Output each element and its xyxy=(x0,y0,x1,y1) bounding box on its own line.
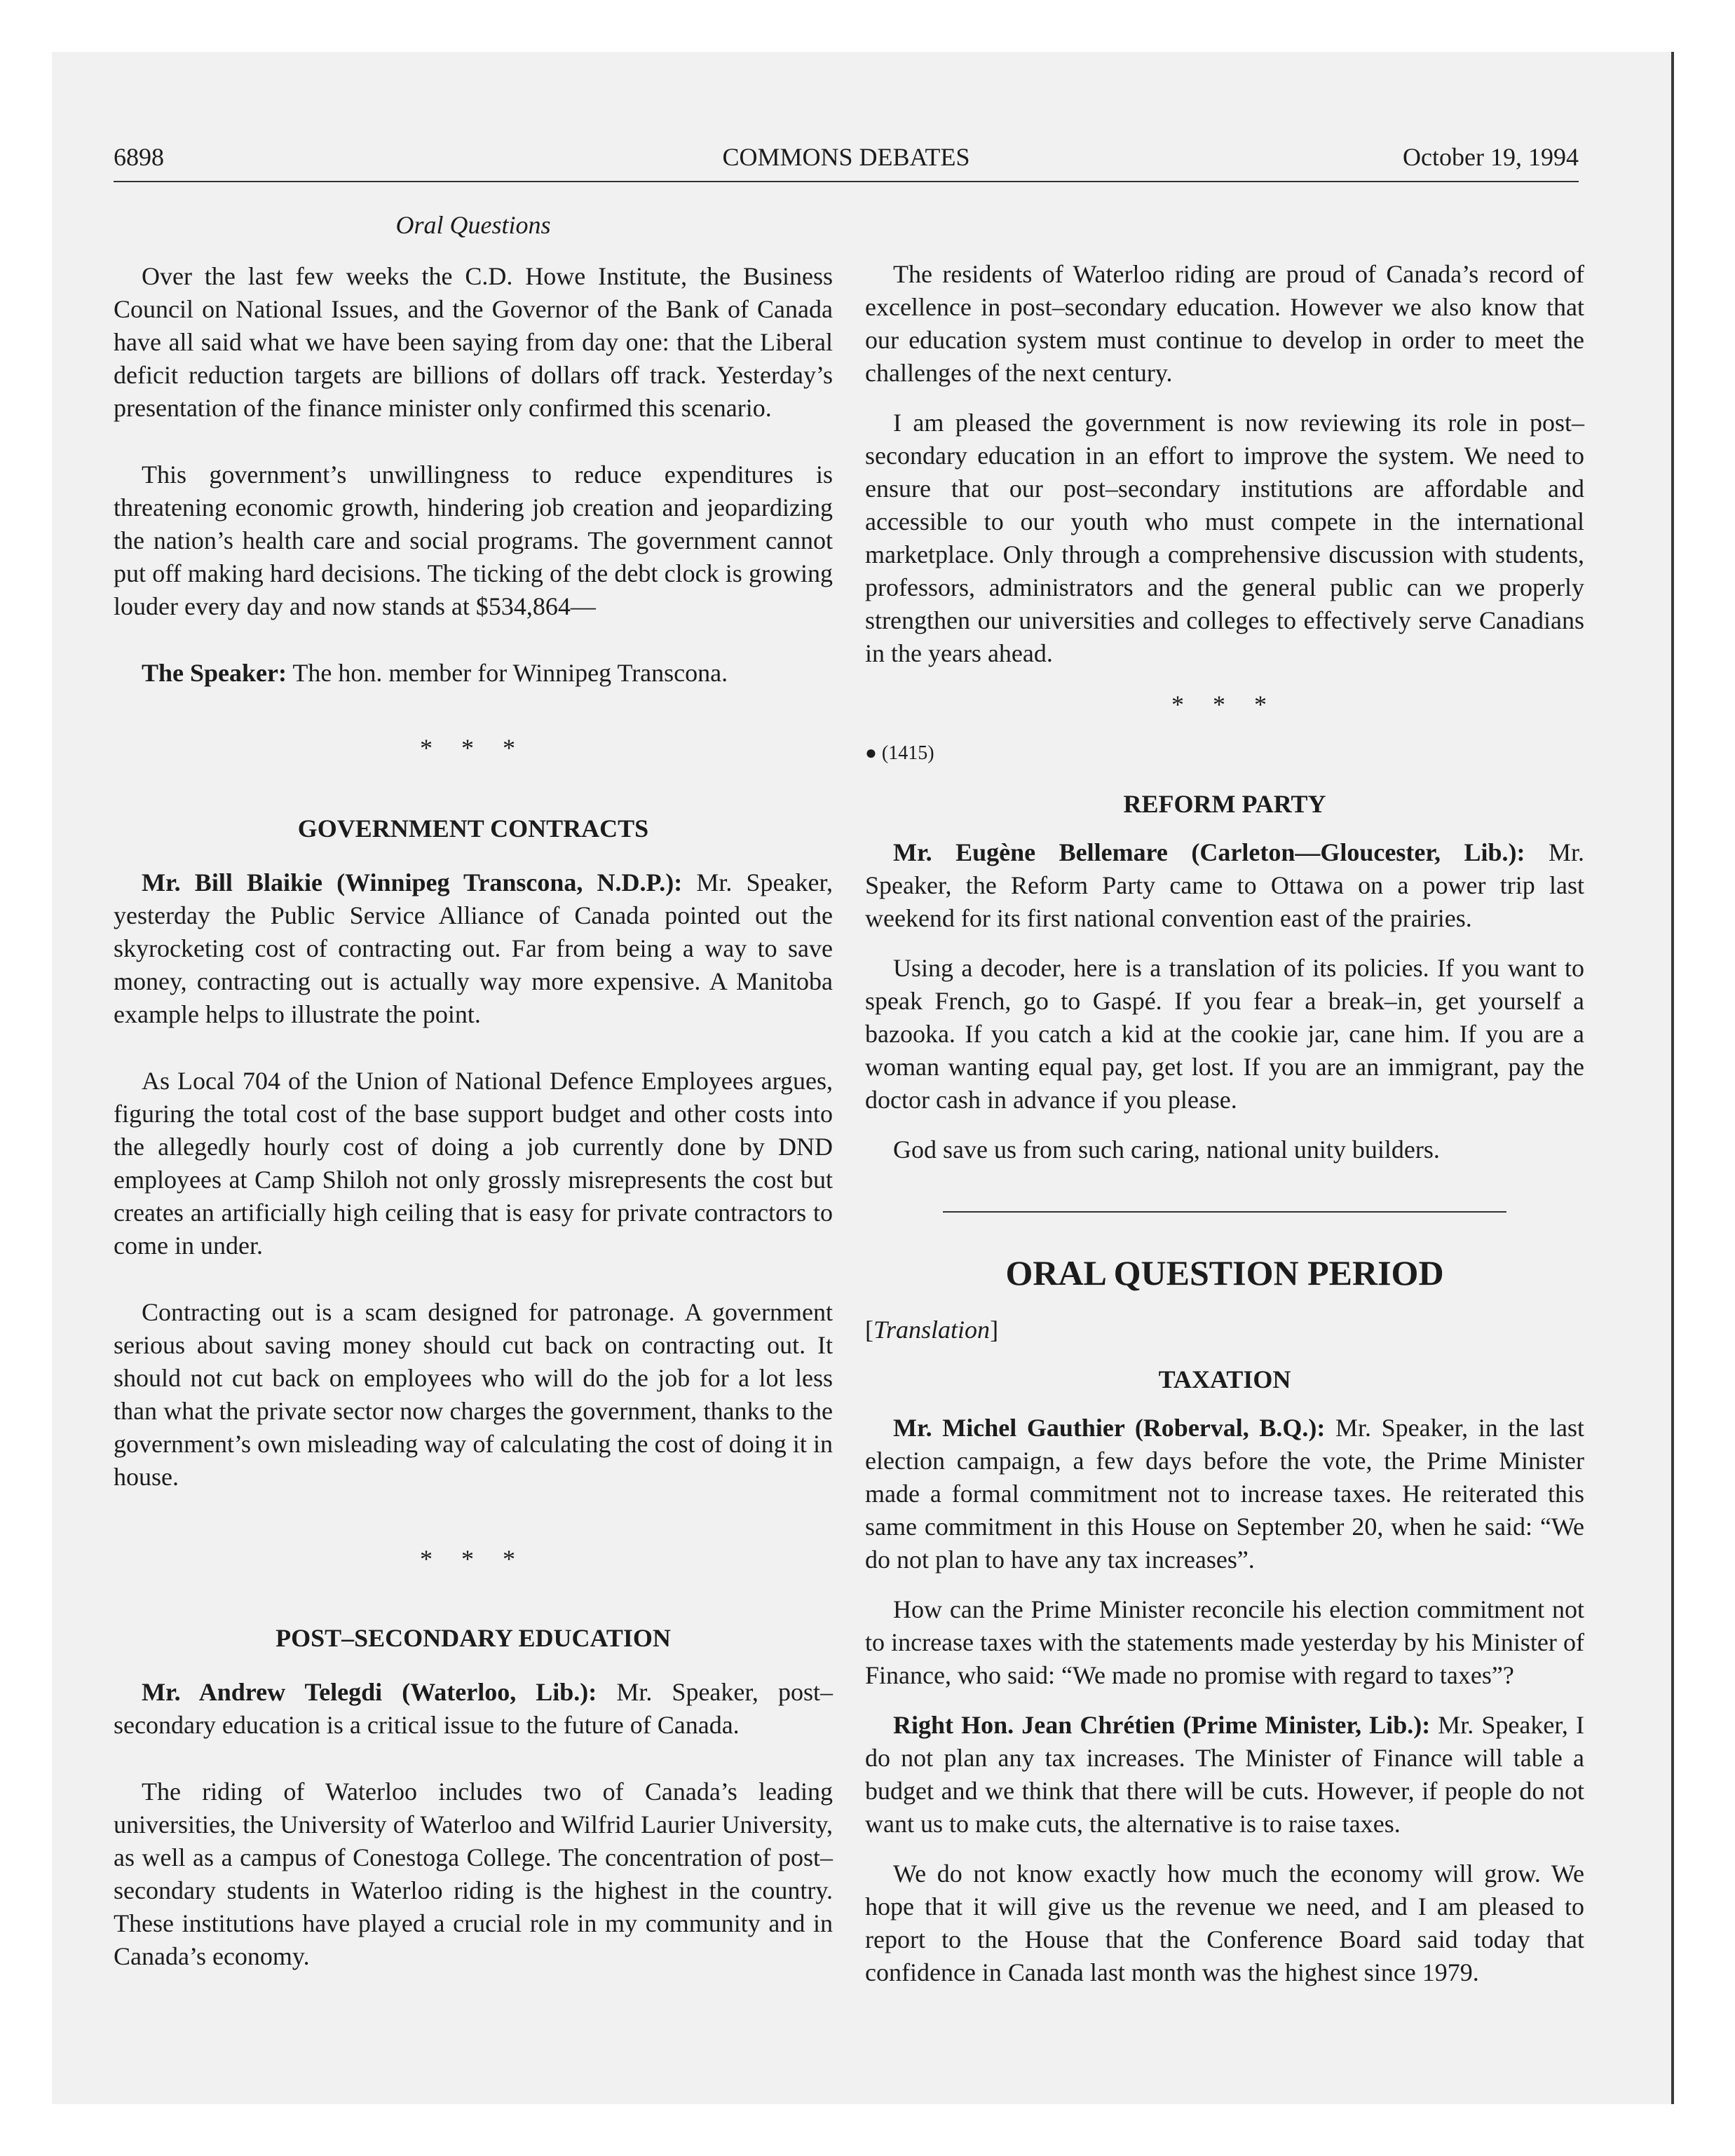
translation-label: Translation xyxy=(873,1316,991,1344)
section-divider xyxy=(943,1211,1506,1213)
right-column xyxy=(865,258,1584,1989)
section-separator: * * * xyxy=(420,1545,526,1573)
paragraph: Contracting out is a scam designed for patronage. A government serious about saving money should cut back on contracting out. It should not cut back on employees who will do the job for a lot less than what the private sector now charges the government, thanks to the government’s own misleading way of calculating the cost of doing it in house. xyxy=(114,1298,833,1491)
paragraph: I am pleased the government is now reviewing its role in post–secondary education in an effort to improve the system. We need to ensure that our post–secondary institutions are affordable and accessible to our youth who must compete in the international marketplace. Only through a comprehensive discussion with students, professors, administrators and the general public can we properly strengthen our universities and colleges to effectively serve Canadians in the years ahead. xyxy=(865,409,1584,667)
publication-date: October 19, 1994 xyxy=(1403,143,1579,171)
speaker-statement xyxy=(114,1676,833,1742)
speaker-statement xyxy=(865,1412,1584,1576)
paragraph: The riding of Waterloo includes two of Canada’s leading universities, the University of Waterloo and Wilfrid Laurier University, as well as a campus of Conestoga College. The concentration of post–secondary students in Waterloo riding is the highest in the country. These institutions have played a crucial role in my community and in Canada’s economy. xyxy=(114,1778,833,1970)
speaker-text: Mr. Speaker, the Reform Party came to Ottawa on a power trip last weekend for its first national convention east of the prairies. xyxy=(865,838,1585,932)
speaker-statement xyxy=(114,657,833,690)
speaker-statement xyxy=(865,836,1584,935)
section-label: Oral Questions xyxy=(395,211,551,239)
paragraph: As Local 704 of the Union of National Defence Employees argues, figuring the total cost of the base support budget and other costs into the allegedly hourly cost of doing a job currently done by DND employees at Camp Shiloh not only grossly misrepresents the cost but creates an artificially high ceiling that is easy for private contractors to come in under. xyxy=(114,1067,833,1260)
speaker-text: Mr. Speaker, in the last election campaign, a few days before the vote, the Prime Minister made a formal commitment not to increase taxes. He reiterated this same commitment in this House on September 20, when he said: “We do not plan to have any tax increases”. xyxy=(865,1414,1584,1574)
speaker-name: Mr. Bill Blaikie (Winnipeg Transcona, N.D.P.): xyxy=(142,868,683,896)
paragraph: The residents of Waterloo riding are proud of Canada’s record of excellence in post–secondary education. However we also know that our education system must continue to develop in order to meet the challenges of the next century. xyxy=(865,260,1584,387)
paragraph: Using a decoder, here is a translation of its policies. If you want to speak French, go to Gaspé. If you fear a break–in, get yourself a bazooka. If you catch a kid at the cookie jar, cane him. If you are a woman wanting equal pay, get lost. If you are an immigrant, pay the doctor cash in advance if you please. xyxy=(865,954,1584,1114)
speaker-name: Right Hon. Jean Chrétien (Prime Minister, Lib.): xyxy=(893,1711,1431,1739)
left-column xyxy=(114,209,833,1973)
speaker-statement xyxy=(865,1709,1584,1841)
speaker-name: The Speaker: xyxy=(142,659,287,687)
speaker-name: Mr. Eugène Bellemare (Carleton—Gloucester, Lib.): xyxy=(893,838,1525,866)
section-separator: * * * xyxy=(420,734,526,762)
paragraph: We do not know exactly how much the economy will grow. We hope that it will give us the revenue we need, and I am pleased to report to the House that the Conference Board said today that confidence in Canada last month was the highest since 1979. xyxy=(865,1860,1584,1986)
header-rule xyxy=(114,181,1579,182)
speaker-text: Mr. Speaker, yesterday the Public Service Alliance of Canada pointed out the skyrocketing cost of contracting out. Far from being a way to save money, contracting out is actually way more expensive. A Manitoba example helps to illustrate the point. xyxy=(114,868,834,1028)
major-heading: ORAL QUESTION PERIOD xyxy=(1005,1253,1444,1292)
speaker-text: Mr. Speaker, post–secondary education is a critical issue to the future of Canada. xyxy=(114,1678,834,1739)
page-edge xyxy=(1671,52,1674,2104)
page-number: 6898 xyxy=(114,143,164,171)
timestamp: ● (1415) xyxy=(865,742,934,764)
paragraph: Over the last few weeks the C.D. Howe Institute, the Business Council on National Issues, and the Governor of the Bank of Canada have all said what we have been saying from day one: that the Liberal deficit reduction targets are billions of dollars off track. Yesterday’s presentation of the finance minister only confirmed this scenario. xyxy=(114,262,833,422)
section-separator: * * * xyxy=(1171,690,1278,718)
section-heading: REFORM PARTY xyxy=(1123,790,1326,818)
translation-note: [Translation] xyxy=(865,1316,999,1344)
paragraph: God save us from such caring, national unity builders. xyxy=(893,1135,1440,1164)
paragraph: How can the Prime Minister reconcile his election commitment not to increase taxes with the statements made yesterday by his Minister of Finance, who said: “We made no promise with regard to taxes”? xyxy=(865,1595,1584,1689)
section-heading: POST–SECONDARY EDUCATION xyxy=(275,1624,671,1652)
speaker-text: Mr. Speaker, I do not plan any tax increases. The Minister of Finance will table a budget and we think that there will be cuts. However, if people do not want us to make cuts, the alternative is to raise taxes. xyxy=(865,1711,1584,1838)
paragraph: This government’s unwillingness to reduce expenditures is threatening economic growth, hindering job creation and jeopardizing the nation’s health care and social programs. The government cannot put off making hard decisions. The ticking of the debt clock is growing louder every day and now stands at $534,864— xyxy=(114,460,833,620)
speaker-name: Mr. Michel Gauthier (Roberval, B.Q.): xyxy=(893,1414,1326,1442)
speaker-text: The hon. member for Winnipeg Transcona. xyxy=(287,659,728,687)
section-heading: TAXATION xyxy=(1158,1365,1291,1393)
section-heading: GOVERNMENT CONTRACTS xyxy=(297,814,649,842)
speaker-name: Mr. Andrew Telegdi (Waterloo, Lib.): xyxy=(142,1678,597,1706)
speaker-statement xyxy=(114,866,833,1031)
publication-title: COMMONS DEBATES xyxy=(722,143,970,171)
